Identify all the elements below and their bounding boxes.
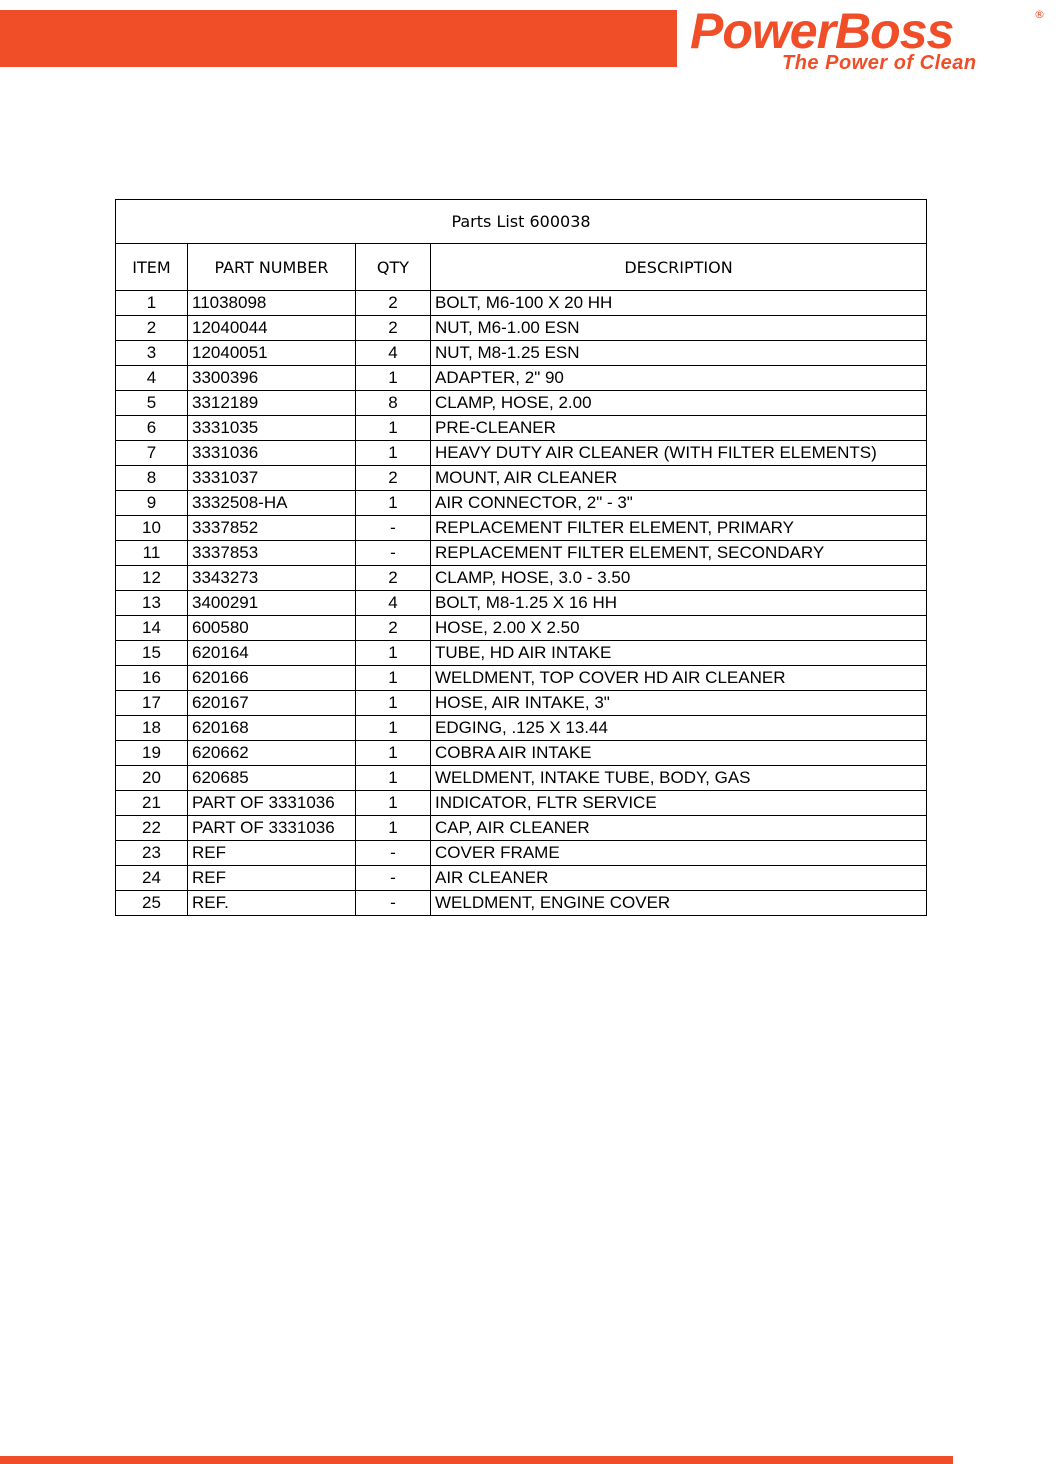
cell-description: BOLT, M8-1.25 X 16 HH: [431, 591, 927, 616]
cell-item: 16: [116, 666, 188, 691]
cell-qty: 1: [356, 741, 431, 766]
cell-part-number: 3337852: [188, 516, 356, 541]
cell-description: CLAMP, HOSE, 3.0 - 3.50: [431, 566, 927, 591]
cell-part-number: 3400291: [188, 591, 356, 616]
cell-item: 6: [116, 416, 188, 441]
cell-item: 19: [116, 741, 188, 766]
cell-part-number: 620164: [188, 641, 356, 666]
cell-description: WELDMENT, INTAKE TUBE, BODY, GAS: [431, 766, 927, 791]
cell-qty: 4: [356, 341, 431, 366]
cell-qty: 1: [356, 766, 431, 791]
cell-description: WELDMENT, TOP COVER HD AIR CLEANER: [431, 666, 927, 691]
cell-qty: 4: [356, 591, 431, 616]
cell-part-number: REF.: [188, 891, 356, 916]
table-row: [116, 891, 927, 916]
table-row: [116, 766, 927, 791]
cell-item: 22: [116, 816, 188, 841]
cell-part-number: 12040044: [188, 316, 356, 341]
cell-item: 20: [116, 766, 188, 791]
table-row: [116, 591, 927, 616]
logo-tagline: The Power of Clean: [782, 52, 977, 74]
cell-description: ADAPTER, 2" 90: [431, 366, 927, 391]
cell-qty: -: [356, 841, 431, 866]
cell-qty: 1: [356, 816, 431, 841]
cell-description: CLAMP, HOSE, 2.00: [431, 391, 927, 416]
cell-item: 13: [116, 591, 188, 616]
cell-description: TUBE, HD AIR INTAKE: [431, 641, 927, 666]
cell-qty: 2: [356, 291, 431, 316]
cell-qty: 2: [356, 566, 431, 591]
cell-part-number: PART OF 3331036: [188, 816, 356, 841]
table-row: [116, 516, 927, 541]
cell-qty: 1: [356, 716, 431, 741]
parts-list-title: Parts List 600038: [116, 200, 927, 244]
cell-item: 15: [116, 641, 188, 666]
parts-list-table: [115, 199, 927, 916]
cell-part-number: 620167: [188, 691, 356, 716]
cell-description: HEAVY DUTY AIR CLEANER (WITH FILTER ELEMENTS): [431, 441, 927, 466]
table-row: [116, 441, 927, 466]
cell-description: MOUNT, AIR CLEANER: [431, 466, 927, 491]
cell-description: BOLT, M6-100 X 20 HH: [431, 291, 927, 316]
cell-qty: 1: [356, 691, 431, 716]
logo-brand-text: PowerBoss: [690, 3, 954, 59]
table-row: [116, 691, 927, 716]
cell-description: NUT, M8-1.25 ESN: [431, 341, 927, 366]
cell-part-number: REF: [188, 841, 356, 866]
table-row: [116, 316, 927, 341]
cell-qty: -: [356, 866, 431, 891]
cell-qty: -: [356, 891, 431, 916]
column-header-description: DESCRIPTION: [431, 244, 927, 291]
table-row: [116, 816, 927, 841]
cell-description: COVER FRAME: [431, 841, 927, 866]
cell-description: CAP, AIR CLEANER: [431, 816, 927, 841]
cell-item: 24: [116, 866, 188, 891]
header-orange-bar: [0, 10, 677, 67]
cell-description: WELDMENT, ENGINE COVER: [431, 891, 927, 916]
column-header-qty: QTY: [356, 244, 431, 291]
cell-item: 10: [116, 516, 188, 541]
cell-qty: 2: [356, 316, 431, 341]
cell-part-number: REF: [188, 866, 356, 891]
table-header-row: [116, 244, 927, 291]
cell-item: 23: [116, 841, 188, 866]
cell-part-number: 3331036: [188, 441, 356, 466]
cell-item: 12: [116, 566, 188, 591]
cell-item: 21: [116, 791, 188, 816]
table-row: [116, 291, 927, 316]
cell-qty: 1: [356, 366, 431, 391]
cell-item: 7: [116, 441, 188, 466]
table-row: [116, 391, 927, 416]
cell-item: 8: [116, 466, 188, 491]
table-row: [116, 466, 927, 491]
cell-part-number: 11038098: [188, 291, 356, 316]
cell-qty: 1: [356, 416, 431, 441]
cell-item: 4: [116, 366, 188, 391]
cell-description: AIR CLEANER: [431, 866, 927, 891]
cell-qty: 8: [356, 391, 431, 416]
cell-description: REPLACEMENT FILTER ELEMENT, PRIMARY: [431, 516, 927, 541]
cell-part-number: PART OF 3331036: [188, 791, 356, 816]
cell-description: INDICATOR, FLTR SERVICE: [431, 791, 927, 816]
cell-description: REPLACEMENT FILTER ELEMENT, SECONDARY: [431, 541, 927, 566]
table-row: [116, 491, 927, 516]
cell-qty: 1: [356, 441, 431, 466]
cell-qty: 1: [356, 791, 431, 816]
parts-table-body: [116, 291, 927, 916]
table-title-row: [116, 200, 927, 244]
footer-orange-bar: [0, 1456, 953, 1464]
table-row: [116, 616, 927, 641]
cell-part-number: 3331037: [188, 466, 356, 491]
cell-description: COBRA AIR INTAKE: [431, 741, 927, 766]
table-row: [116, 366, 927, 391]
table-row: [116, 341, 927, 366]
cell-qty: 1: [356, 641, 431, 666]
logo-registered-mark: ®: [1034, 8, 1045, 21]
cell-description: HOSE, AIR INTAKE, 3": [431, 691, 927, 716]
cell-item: 5: [116, 391, 188, 416]
cell-item: 9: [116, 491, 188, 516]
cell-item: 2: [116, 316, 188, 341]
cell-item: 18: [116, 716, 188, 741]
cell-qty: -: [356, 541, 431, 566]
cell-part-number: 3312189: [188, 391, 356, 416]
table-row: [116, 641, 927, 666]
cell-description: EDGING, .125 X 13.44: [431, 716, 927, 741]
powerboss-logo: [690, 4, 1050, 76]
cell-part-number: 12040051: [188, 341, 356, 366]
cell-item: 25: [116, 891, 188, 916]
cell-item: 3: [116, 341, 188, 366]
cell-item: 1: [116, 291, 188, 316]
table-row: [116, 741, 927, 766]
cell-description: AIR CONNECTOR, 2" - 3": [431, 491, 927, 516]
cell-part-number: 620685: [188, 766, 356, 791]
table-row: [116, 416, 927, 441]
cell-description: PRE-CLEANER: [431, 416, 927, 441]
table-row: [116, 866, 927, 891]
cell-description: NUT, M6-1.00 ESN: [431, 316, 927, 341]
cell-item: 14: [116, 616, 188, 641]
cell-part-number: 3300396: [188, 366, 356, 391]
cell-part-number: 3337853: [188, 541, 356, 566]
table-row: [116, 541, 927, 566]
cell-qty: 2: [356, 616, 431, 641]
column-header-part-number: PART NUMBER: [188, 244, 356, 291]
cell-part-number: 620168: [188, 716, 356, 741]
cell-part-number: 600580: [188, 616, 356, 641]
cell-part-number: 620166: [188, 666, 356, 691]
cell-part-number: 620662: [188, 741, 356, 766]
cell-part-number: 3332508-HA: [188, 491, 356, 516]
column-header-item: ITEM: [116, 244, 188, 291]
cell-item: 11: [116, 541, 188, 566]
table-row: [116, 566, 927, 591]
table-row: [116, 666, 927, 691]
table-row: [116, 716, 927, 741]
cell-part-number: 3343273: [188, 566, 356, 591]
cell-qty: 2: [356, 466, 431, 491]
cell-description: HOSE, 2.00 X 2.50: [431, 616, 927, 641]
cell-qty: 1: [356, 666, 431, 691]
table-row: [116, 791, 927, 816]
cell-part-number: 3331035: [188, 416, 356, 441]
cell-item: 17: [116, 691, 188, 716]
cell-qty: -: [356, 516, 431, 541]
table-row: [116, 841, 927, 866]
cell-qty: 1: [356, 491, 431, 516]
